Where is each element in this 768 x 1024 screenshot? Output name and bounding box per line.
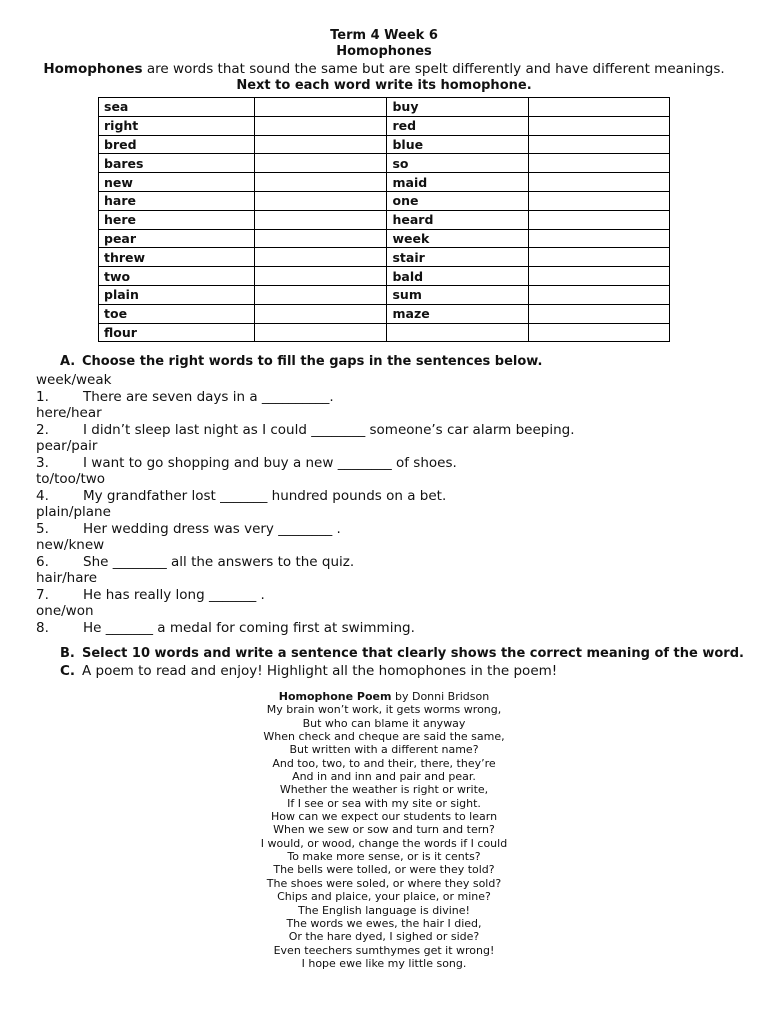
poem-line: If I see or sea with my site or sight. (287, 796, 481, 810)
poem-line: And too, two, to and their, there, they’re (272, 756, 496, 770)
answer-cell-right[interactable] (528, 304, 669, 323)
page-title-term: Term 4 Week 6 (330, 28, 438, 43)
word-pair: here/hear (36, 405, 102, 421)
question-number: 1. (36, 388, 49, 405)
section-c (60, 663, 557, 679)
answer-cell-left[interactable] (255, 267, 387, 286)
question-text: Her wedding dress was very ________ . (83, 520, 341, 537)
question-number: 8. (36, 619, 49, 636)
poem-line: Chips and plaice, your plaice, or mine? (277, 890, 491, 904)
poem-line: Or the hare dyed, I sighed or side? (288, 930, 480, 944)
question-number: 3. (36, 454, 49, 471)
word-pair: plain/plane (36, 504, 111, 520)
given-word-left: new (99, 173, 255, 192)
table-row (99, 135, 670, 154)
poem-line: I hope ewe like my little song. (301, 956, 467, 970)
section-b-text: Select 10 words and write a sentence that clearly shows the correct meaning of the word. (82, 646, 744, 661)
word-pair: one/won (36, 603, 94, 619)
intro-term: Homophones (43, 61, 143, 77)
answer-cell-left[interactable] (255, 154, 387, 173)
poem-line: The bells were tolled, or were they told? (273, 863, 495, 877)
poem-line: I would, or wood, change the words if I could (260, 836, 508, 850)
page-title-topic: Homophones (336, 44, 432, 59)
given-word-right: blue (387, 135, 528, 154)
gap-sentence (36, 554, 736, 571)
table-row (99, 304, 670, 323)
intro-text: are words that sound the same but are spelt differently and have different meanings. (142, 61, 725, 77)
table-row (99, 248, 670, 267)
given-word-left: toe (99, 304, 255, 323)
given-word-right: maid (387, 173, 528, 192)
poem-line: The English language is divine! (298, 903, 470, 917)
poem-line: And in and inn and pair and pear. (292, 770, 476, 784)
answer-cell-left[interactable] (255, 323, 387, 342)
question-text: He has really long _______ . (83, 586, 265, 603)
answer-cell-right[interactable] (528, 154, 669, 173)
poem-title-line (0, 690, 768, 703)
given-word-left: right (99, 116, 255, 135)
answer-cell-left[interactable] (255, 248, 387, 267)
poem-line: To make more sense, or is it cents? (287, 850, 481, 864)
poem-author: by Donni Bridson (391, 690, 490, 703)
given-word-right (387, 323, 528, 342)
answer-cell-right[interactable] (528, 173, 669, 192)
gap-sentence (36, 488, 736, 505)
answer-cell-left[interactable] (255, 98, 387, 117)
given-word-right: maze (387, 304, 528, 323)
given-word-right: week (387, 229, 528, 248)
poem-line: When check and cheque are said the same, (263, 730, 505, 744)
table-row (99, 210, 670, 229)
given-word-left: here (99, 210, 255, 229)
answer-cell-right[interactable] (528, 191, 669, 210)
word-pair: new/knew (36, 537, 105, 553)
word-pair: pear/pair (36, 438, 98, 454)
section-b-label: B. (60, 646, 75, 661)
given-word-right: buy (387, 98, 528, 117)
given-word-right: bald (387, 267, 528, 286)
question-number: 7. (36, 586, 49, 603)
answer-cell-left[interactable] (255, 191, 387, 210)
poem-line: Even teechers sumthymes get it wrong! (273, 943, 495, 957)
answer-cell-left[interactable] (255, 304, 387, 323)
question-number: 5. (36, 520, 49, 537)
section-a-heading (60, 354, 542, 369)
given-word-right: one (387, 191, 528, 210)
given-word-left: flour (99, 323, 255, 342)
answer-cell-left[interactable] (255, 285, 387, 304)
table-row (99, 173, 670, 192)
table-row (99, 323, 670, 342)
table-row (99, 116, 670, 135)
table-row (99, 191, 670, 210)
poem-title: Homophone Poem (278, 690, 392, 703)
answer-cell-left[interactable] (255, 229, 387, 248)
question-text: I didn’t sleep last night as I could ________ someone’s car alarm beeping. (83, 421, 575, 438)
poem-line: But who can blame it anyway (302, 716, 466, 730)
question-text: There are seven days in a __________. (83, 388, 334, 405)
word-pair: week/weak (36, 372, 112, 388)
given-word-left: bred (99, 135, 255, 154)
poem-line: When we sew or sow and turn and tern? (273, 823, 495, 837)
given-word-left: plain (99, 285, 255, 304)
homophone-table (98, 97, 670, 342)
gap-sentence (36, 620, 736, 637)
gap-sentence (36, 422, 736, 439)
given-word-right: sum (387, 285, 528, 304)
given-word-right: heard (387, 210, 528, 229)
answer-cell-right[interactable] (528, 229, 669, 248)
poem-line: My brain won’t work, it gets worms wrong, (266, 703, 502, 717)
question-number: 2. (36, 421, 49, 438)
word-pair: hair/hare (36, 570, 98, 586)
intro-definition (0, 61, 768, 77)
answer-cell-right[interactable] (528, 267, 669, 286)
answer-cell-right[interactable] (528, 323, 669, 342)
table-row (99, 229, 670, 248)
question-text: He _______ a medal for coming first at swimming. (83, 619, 415, 636)
answer-cell-left[interactable] (255, 116, 387, 135)
answer-cell-right[interactable] (528, 285, 669, 304)
question-number: 4. (36, 487, 49, 504)
gap-fill-questions (36, 372, 736, 636)
given-word-right: red (387, 116, 528, 135)
given-word-left: two (99, 267, 255, 286)
given-word-left: threw (99, 248, 255, 267)
given-word-right: stair (387, 248, 528, 267)
given-word-left: bares (99, 154, 255, 173)
table-row (99, 154, 670, 173)
section-c-label: C. (60, 663, 76, 679)
poem-line: But written with a different name? (289, 743, 479, 757)
section-c-text: A poem to read and enjoy! Highlight all the homophones in the poem! (82, 663, 558, 679)
given-word-left: pear (99, 229, 255, 248)
gap-sentence (36, 455, 736, 472)
table-row (99, 285, 670, 304)
answer-cell-left[interactable] (255, 210, 387, 229)
given-word-right: so (387, 154, 528, 173)
gap-sentence (36, 389, 736, 406)
poem-line: Whether the weather is right or write, (279, 783, 489, 797)
question-number: 6. (36, 553, 49, 570)
gap-sentence (36, 587, 736, 604)
answer-cell-right[interactable] (528, 98, 669, 117)
question-text: I want to go shopping and buy a new ________ of shoes. (83, 454, 457, 471)
answer-cell-right[interactable] (528, 248, 669, 267)
answer-cell-right[interactable] (528, 210, 669, 229)
answer-cell-right[interactable] (528, 116, 669, 135)
section-a-text: Choose the right words to fill the gaps in the sentences below. (82, 354, 543, 369)
given-word-left: sea (99, 98, 255, 117)
table-instruction: Next to each word write its homophone. (236, 78, 532, 93)
answer-cell-right[interactable] (528, 135, 669, 154)
question-text: She ________ all the answers to the quiz. (83, 553, 355, 570)
answer-cell-left[interactable] (255, 135, 387, 154)
gap-sentence (36, 521, 736, 538)
word-pair: to/too/two (36, 471, 106, 487)
homophone-poem (0, 690, 768, 970)
given-word-left: hare (99, 191, 255, 210)
table-row (99, 267, 670, 286)
table-row (99, 98, 670, 117)
section-b (60, 646, 744, 661)
answer-cell-left[interactable] (255, 173, 387, 192)
poem-line: The words we ewes, the hair I died, (286, 916, 482, 930)
section-a-label: A. (60, 354, 76, 369)
poem-line: How can we expect our students to learn (270, 810, 498, 824)
question-text: My grandfather lost _______ hundred pounds on a bet. (83, 487, 447, 504)
poem-line: The shoes were soled, or where they sold? (266, 876, 502, 890)
